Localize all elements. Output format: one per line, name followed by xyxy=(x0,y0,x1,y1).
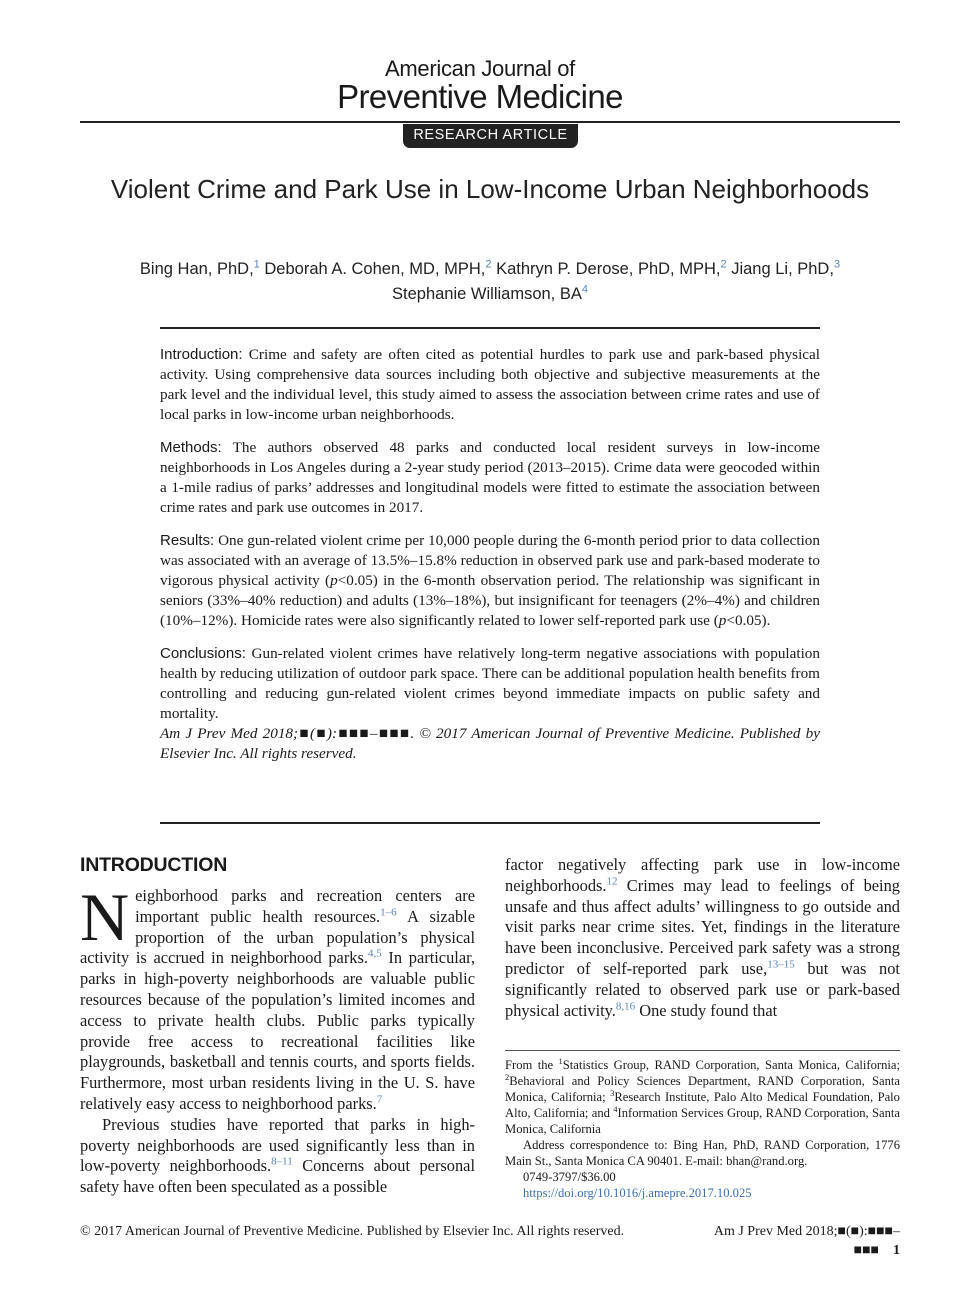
abstract-citation: Am J Prev Med 2018;■(■):■■■–■■■. © 2017 American Journal of Preventive Medicine. Published by Elsevier Inc. All rights reserved. xyxy=(160,725,820,762)
reference-link[interactable]: 12 xyxy=(606,875,618,888)
article-title: Violent Crime and Park Use in Low-Income Urban Neighborhoods xyxy=(110,174,870,204)
affiliations xyxy=(505,1057,900,1201)
abstract-label: Methods: xyxy=(160,439,222,456)
affiliation-text: Research Institute, Palo Alto Medical Foundation, Palo Alto, California; and xyxy=(505,1090,900,1120)
reference-link[interactable]: 1–6 xyxy=(380,906,397,919)
affiliation-ref[interactable]: 4 xyxy=(581,283,588,296)
body-text: In particular, parks in high-poverty neighborhoods are valuable public resources because of the population’s limited incomes and access to private health clubs. Public parks typically provide free access to recreational facilities like playgrounds, basketball and tennis courts, and sports fields. Furthermore, most urban residents living in the U. S. have relatively easy access to neighborhood parks. xyxy=(80,948,475,1113)
author[interactable]: Kathryn P. Derose, PhD, MPH, xyxy=(496,260,721,278)
abstract-label: Introduction: xyxy=(160,346,243,363)
abstract-introduction xyxy=(160,345,820,425)
journal-name-line1: American Journal of xyxy=(385,56,575,81)
body-paragraph xyxy=(80,1115,475,1198)
author[interactable]: Stephanie Williamson, BA xyxy=(392,285,582,303)
reference-link[interactable]: 8–11 xyxy=(271,1155,293,1168)
masthead-rule xyxy=(80,121,900,123)
abstract-label: Results: xyxy=(160,532,215,549)
body-paragraph xyxy=(505,855,900,1021)
abstract-text: Gun-related violent crimes have relatively long-term negative associations with population health by reducing utilization of outdoor park space. There can be additional population health benefits from controlling and reducing gun-related violent crimes beyond immediate impacts on public safety and mortality. xyxy=(160,645,820,722)
affiliation-number: 2 xyxy=(505,1071,510,1082)
body-left-column xyxy=(80,879,476,1198)
abstract-text: <0.05) in the 6-month observation period. The relationship was significant in seniors (33%–40% reduction) and adults (13%–18%), but insignificant for teenagers (2%–4%) and children (10%–12%). Homicide rates were also significantly related to lower self-reported park use ( xyxy=(160,572,820,629)
abstract-methods xyxy=(160,438,820,518)
affiliation-number: 1 xyxy=(558,1055,563,1066)
footer-copyright: © 2017 American Journal of Preventive Medicine. Published by Elsevier Inc. All rights reserved. xyxy=(80,1224,625,1239)
abstract-results xyxy=(160,531,820,631)
reference-link[interactable]: 7 xyxy=(376,1093,383,1106)
abstract-text: One gun-related violent crime per 10,000 people during the 6-month period prior to data collection was associated with an average of 13.5%–15.8% reduction in observed park use and park-based moderate to vigorous physical activity ( xyxy=(160,532,820,589)
article-type-badge: RESEARCH ARTICLE xyxy=(403,124,578,148)
page-number: 1 xyxy=(893,1243,900,1258)
abstract xyxy=(160,345,820,764)
affiliation-text: Information Services Group, RAND Corporation, Santa Monica, California xyxy=(505,1106,900,1136)
affiliation-text: Behavioral and Policy Sciences Department, RAND Corporation, Santa Monica, California; xyxy=(505,1074,900,1104)
affiliation-ref[interactable]: 2 xyxy=(485,258,492,271)
body-text: Crimes may lead to feelings of being unsafe and thus affect adults’ willingness to go outside and visit parks near crime sites. Yet, findings in the literature have been inconclusive. Perceived park safety was a strong predictor of self-reported park use, xyxy=(505,875,900,978)
abstract-conclusions xyxy=(160,644,820,724)
abstract-text: <0.05). xyxy=(726,612,771,629)
p-value-symbol: p xyxy=(330,572,338,589)
author[interactable]: Jiang Li, PhD, xyxy=(731,260,834,278)
affiliation-number: 4 xyxy=(613,1103,618,1114)
doi-link[interactable]: https://doi.org/10.1016/j.amepre.2017.10.025 xyxy=(523,1186,752,1200)
abstract-text: Crime and safety are often cited as potential hurdles to park use and park-based physical activity. Using comprehensive data sources including both objective and subjective measurements at the park level and the individual level, this study aimed to assess the association between crime rates and use of local parks in low-income urban neighborhoods. xyxy=(160,346,821,423)
affiliation-list xyxy=(505,1057,900,1137)
author[interactable]: Deborah A. Cohen, MD, MPH, xyxy=(264,260,486,278)
author-list xyxy=(80,257,900,307)
body-text: One study found that xyxy=(635,1000,778,1020)
body-paragraph xyxy=(80,879,476,1115)
reference-link[interactable]: 13–15 xyxy=(767,958,795,971)
body-text: but was not significantly related to observed park use or park-based physical activity. xyxy=(505,958,900,1020)
abstract-top-rule xyxy=(160,327,820,329)
issn: 0749-3797/$36.00 xyxy=(523,1170,616,1184)
body-text: eighborhood parks and recreation centers are important public health resources. xyxy=(135,886,475,926)
affiliation-ref[interactable]: 3 xyxy=(833,258,841,271)
affiliation-text: Statistics Group, RAND Corporation, Santa Monica, California; xyxy=(562,1058,900,1072)
body-text: factor negatively affecting park use in low-income neighborhoods. xyxy=(505,855,900,895)
affiliation-number: 3 xyxy=(610,1087,615,1098)
correspondence: Address correspondence to: Bing Han, PhD, RAND Corporation, 1776 Main St., Santa Monica CA 90401. E-mail: bhan@rand.org. xyxy=(505,1138,900,1168)
section-heading-introduction: INTRODUCTION xyxy=(80,854,228,876)
body-right-column xyxy=(505,855,900,1021)
body-text: A sizable proportion of the urban population’s physical activity is accrued in neighborhood parks. xyxy=(80,906,476,968)
doi-row xyxy=(505,1185,900,1201)
reference-link[interactable]: 4,5 xyxy=(367,947,382,960)
abstract-label: Conclusions: xyxy=(160,645,246,662)
journal-name-line2: Preventive Medicine xyxy=(337,78,623,115)
reference-link[interactable]: 8,16 xyxy=(615,1000,636,1013)
affiliations-rule xyxy=(505,1050,900,1051)
body-text: Previous studies have reported that parks in high-poverty neighborhoods are used significantly less than in low-poverty neighborhoods. xyxy=(80,1114,475,1176)
footer-journal-citation: Am J Prev Med 2018;■(■):■■■–■■■ xyxy=(713,1224,900,1258)
p-value-symbol: p xyxy=(718,612,727,629)
affiliation-ref[interactable]: 1 xyxy=(253,258,260,271)
abstract-text: The authors observed 48 parks and conducted local resident surveys in low-income neighborhoods in Los Angeles during a 2-year study period (2013–2015). Crime data were geocoded within a 1-mile radius of parks’ addresses and longitudinal models were fitted to estimate the association between crime rates and park use outcomes in 2017. xyxy=(160,439,820,516)
body-text: Concerns about personal safety have often been speculated as a possible xyxy=(80,1156,476,1197)
drop-cap: N xyxy=(80,879,130,955)
abstract-bottom-rule xyxy=(160,822,820,824)
affiliation-text: From the xyxy=(505,1058,559,1072)
author[interactable]: Bing Han, PhD, xyxy=(139,260,254,278)
affiliation-ref[interactable]: 2 xyxy=(720,258,727,271)
footer-citation xyxy=(680,1222,900,1260)
